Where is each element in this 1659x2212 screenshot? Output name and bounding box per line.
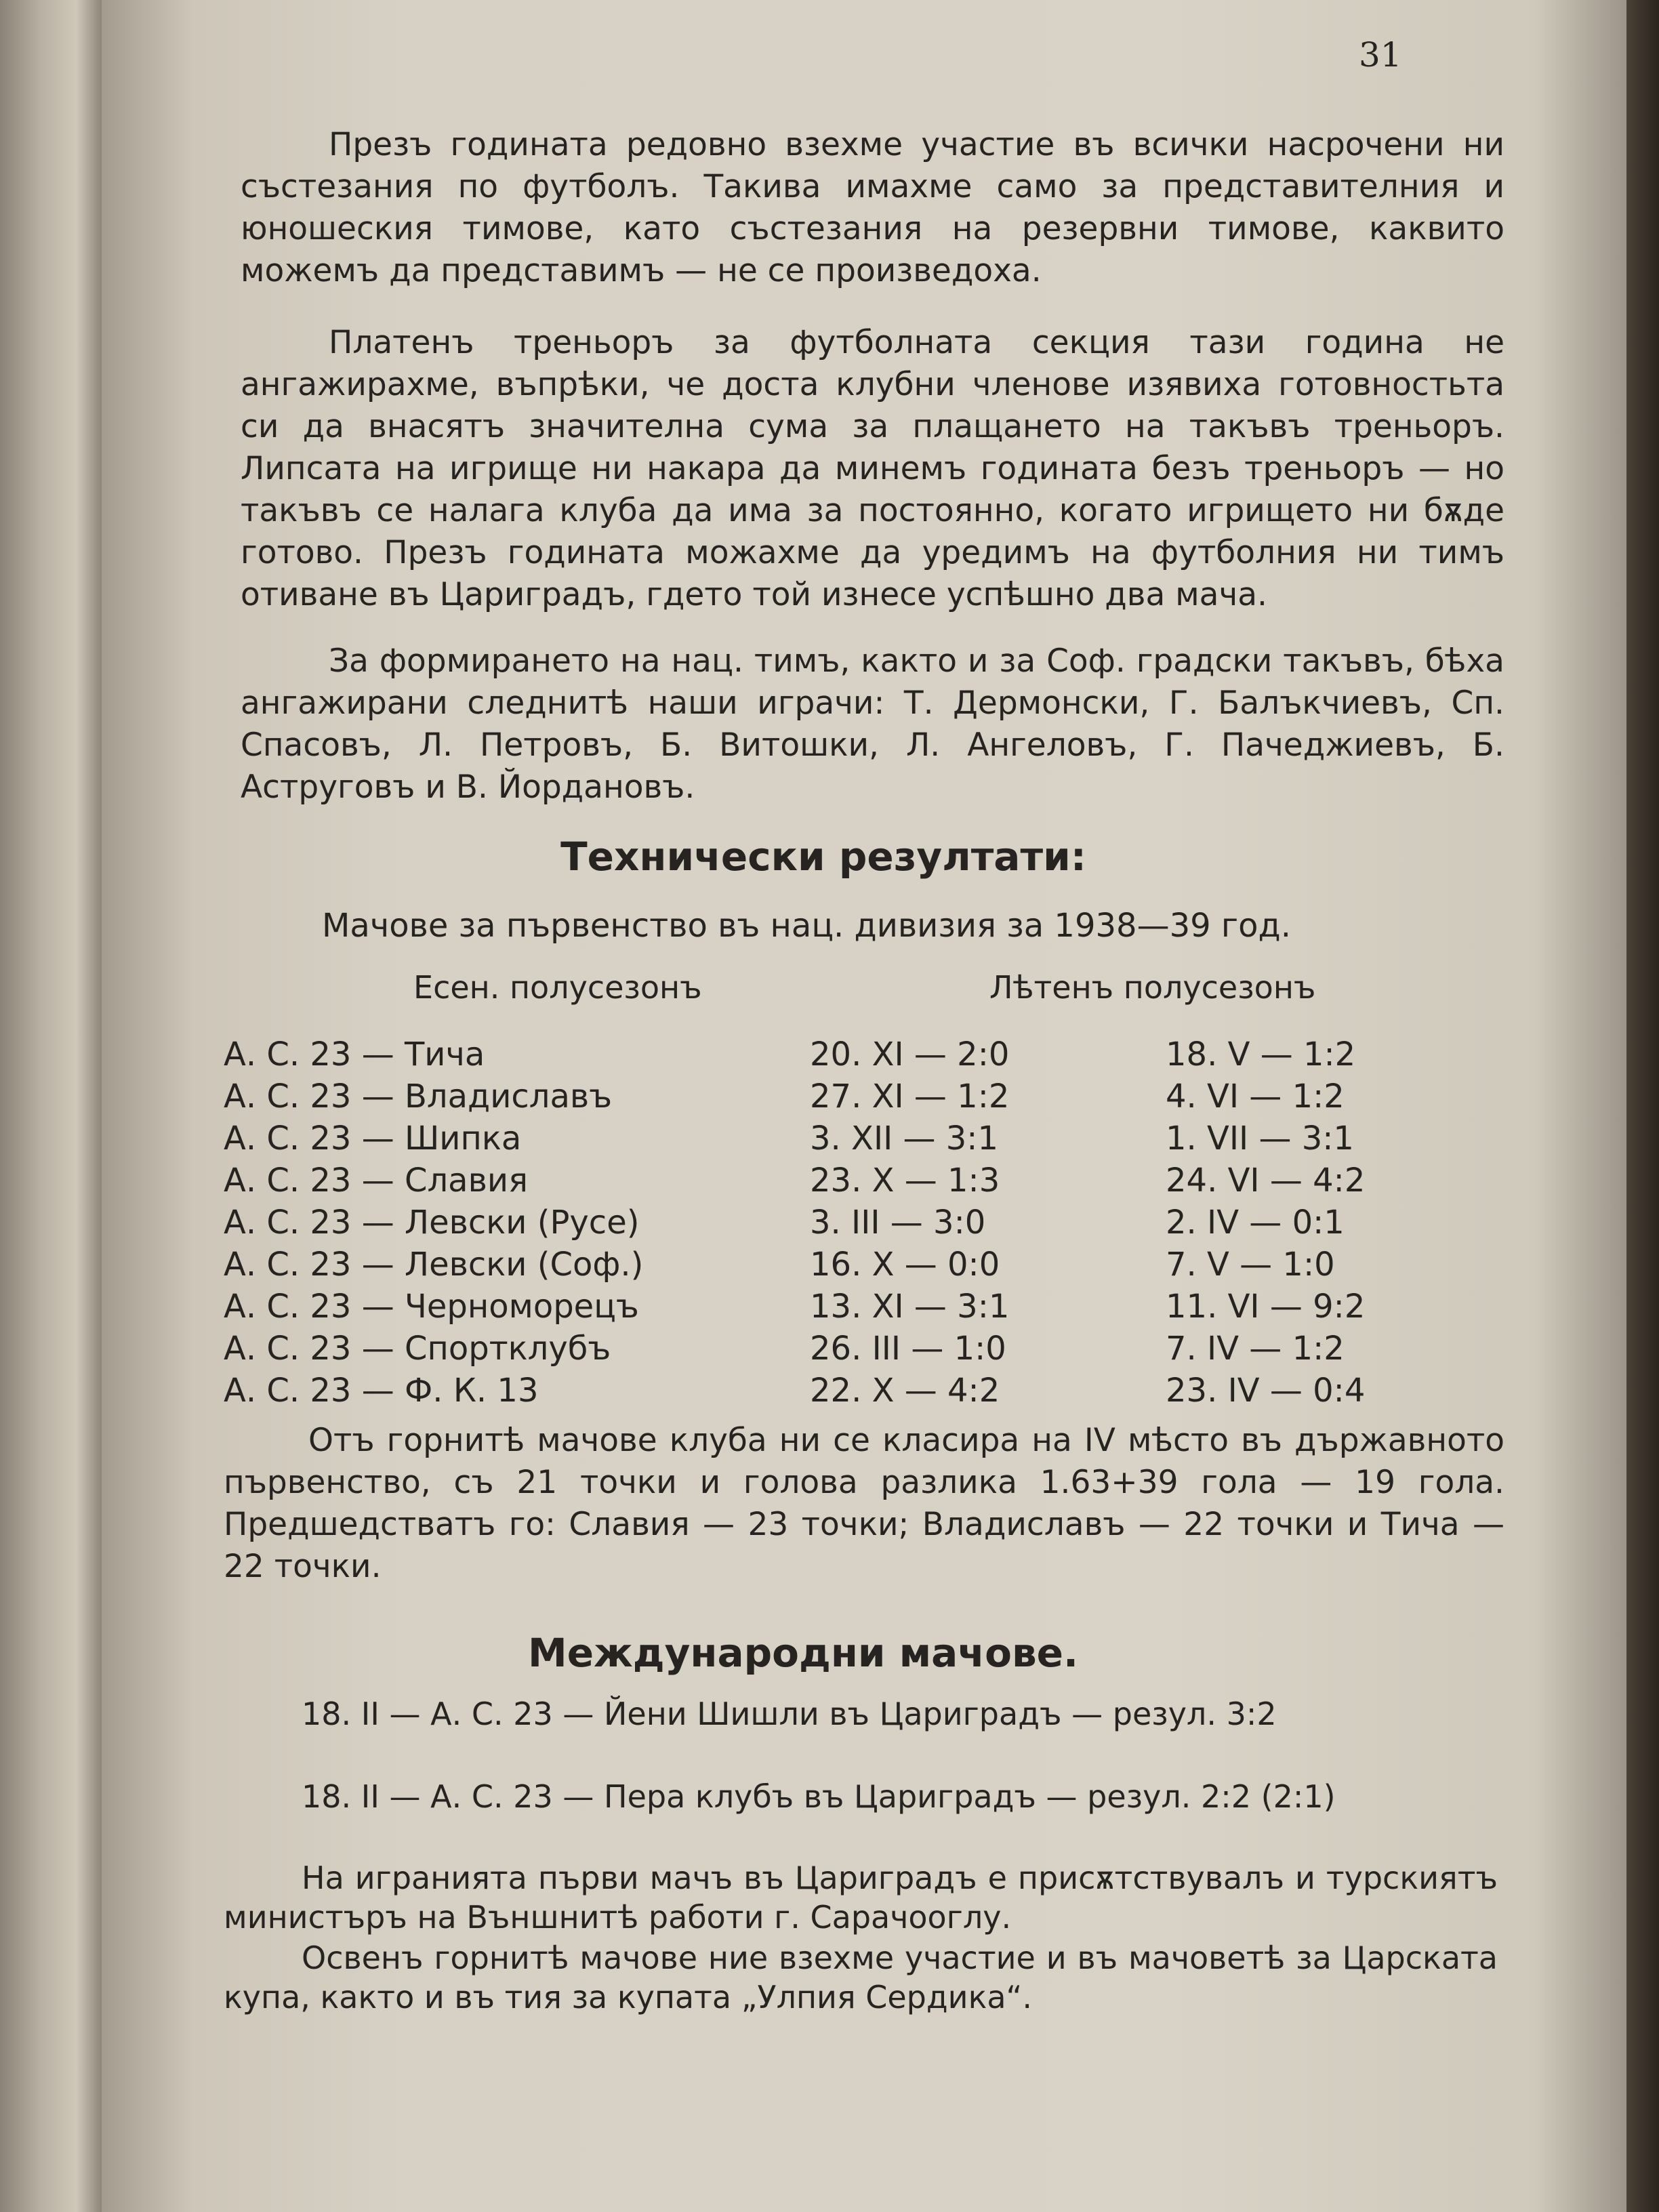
- spring-column-header: Лѣтенъ полусезонъ: [989, 969, 1316, 1006]
- autumn-result: 26. III — 1:0: [810, 1330, 1006, 1368]
- spring-result: 23. IV — 0:4: [1166, 1372, 1366, 1410]
- standings-summary: Отъ горнитѣ мачове клуба ни се класира на IV мѣсто въ държавното първенство, съ 21 точки и голова разлика 1.63+39 гола — 19 гола. Предшедстватъ го: Славия — 23 точки; Владиславъ — 22 точки и Тича — 22 точки.: [224, 1422, 1504, 1585]
- paragraph-3: За формирането на нац. тимъ, както и за Соф. градски такъвъ, бѣха ангажирани следнитѣ наши играчи: Т. Дермонски, Г. Балъкчиевъ, Сп. Спасовъ, Л. Петровъ, Б. Витошки, Л. Ангеловъ, Г. Пачеджиевъ, Б. Аструговъ и В. Йордановъ.: [241, 642, 1504, 806]
- left-page-edge: [0, 0, 102, 2212]
- spring-result: 11. VI — 9:2: [1166, 1288, 1366, 1326]
- match-teams: А. С. 23 — Черноморецъ: [224, 1288, 639, 1326]
- autumn-result: 3. III — 3:0: [810, 1204, 986, 1242]
- spring-result: 24. VI — 4:2: [1166, 1162, 1366, 1200]
- spring-result: 18. V — 1:2: [1166, 1036, 1356, 1073]
- autumn-result: 13. XI — 3:1: [810, 1288, 1010, 1326]
- spring-result: 1. VII — 3:1: [1166, 1120, 1354, 1158]
- paragraph-1: Презъ годината редовно взехме участие въ всички насрочени ни състезания по футболъ. Такива имахме само за представителния и юношеския тимове, като състезания на резервни тимове, каквито можемъ да представимъ — не се произведоха.: [241, 126, 1504, 289]
- match-teams: А. С. 23 — Спортклубъ: [224, 1330, 611, 1368]
- match-teams: А. С. 23 — Левски (Русе): [224, 1204, 640, 1242]
- autumn-result: 23. X — 1:3: [810, 1162, 1000, 1200]
- match-teams: А. С. 23 — Левски (Соф.): [224, 1246, 644, 1284]
- autumn-result: 3. XII — 3:1: [810, 1120, 999, 1158]
- spring-result: 4. VI — 1:2: [1166, 1078, 1345, 1115]
- autumn-column-header: Есен. полусезонъ: [413, 969, 702, 1006]
- spring-result: 7. V — 1:0: [1166, 1246, 1335, 1284]
- spring-result: 7. IV — 1:2: [1166, 1330, 1345, 1368]
- paragraph-2: Платенъ треньоръ за футболната секция тази година не ангажирахме, въпрѣки, че доста клубни членове изявиха готовностьта си да внасятъ значителна сума за плащането на такъвъ треньоръ. Липсата на игрище ни накара да минемъ годината безъ треньоръ — но такъвъ се налага клуба да има за постоянно, когато игрището ни бѫде готово. Презъ годината можахме да уредимъ на футболния ни тимъ отиване въ Цариградъ, гдето той изнесе успѣшно два мача.: [241, 324, 1504, 613]
- match-teams: А. С. 23 — Шипка: [224, 1120, 522, 1158]
- season-title: Мачове за първенство въ нац. дивизия за 1938—39 год.: [322, 907, 1291, 945]
- book-page: [102, 0, 1626, 2212]
- intl-note-cups: Освенъ горнитѣ мачове ние взехме участие и въ мачоветѣ за Царската купа, както и въ тия за купата „Улпия Сердика“.: [224, 1940, 1498, 2015]
- right-background-edge: [1626, 0, 1659, 2212]
- autumn-result: 22. X — 4:2: [810, 1372, 1000, 1410]
- match-teams: А. С. 23 — Славия: [224, 1162, 528, 1200]
- match-teams: А. С. 23 — Ф. К. 13: [224, 1372, 539, 1410]
- intl-match-2: 18. II — А. С. 23 — Пера клубъ въ Цариградъ — резул. 2:2 (2:1): [302, 1778, 1336, 1815]
- autumn-result: 27. XI — 1:2: [810, 1078, 1010, 1115]
- intl-note-minister: На игранията първи мачъ въ Цариградъ е присѫтствувалъ и турскиятъ министъръ на Външнитѣ работи г. Сарачооглу.: [224, 1860, 1498, 1936]
- autumn-result: 16. X — 0:0: [810, 1246, 1000, 1284]
- spring-result: 2. IV — 0:1: [1166, 1204, 1345, 1242]
- technical-results-heading: Технически резултати:: [560, 834, 1086, 880]
- international-matches-heading: Международни мачове.: [527, 1630, 1079, 1676]
- autumn-result: 20. XI — 2:0: [810, 1036, 1010, 1073]
- match-teams: А. С. 23 — Тича: [224, 1036, 485, 1073]
- intl-match-1: 18. II — А. С. 23 — Йени Шишли въ Цариградъ — резул. 3:2: [302, 1696, 1277, 1732]
- page-number: 31: [1359, 35, 1402, 75]
- match-teams: А. С. 23 — Владиславъ: [224, 1078, 613, 1115]
